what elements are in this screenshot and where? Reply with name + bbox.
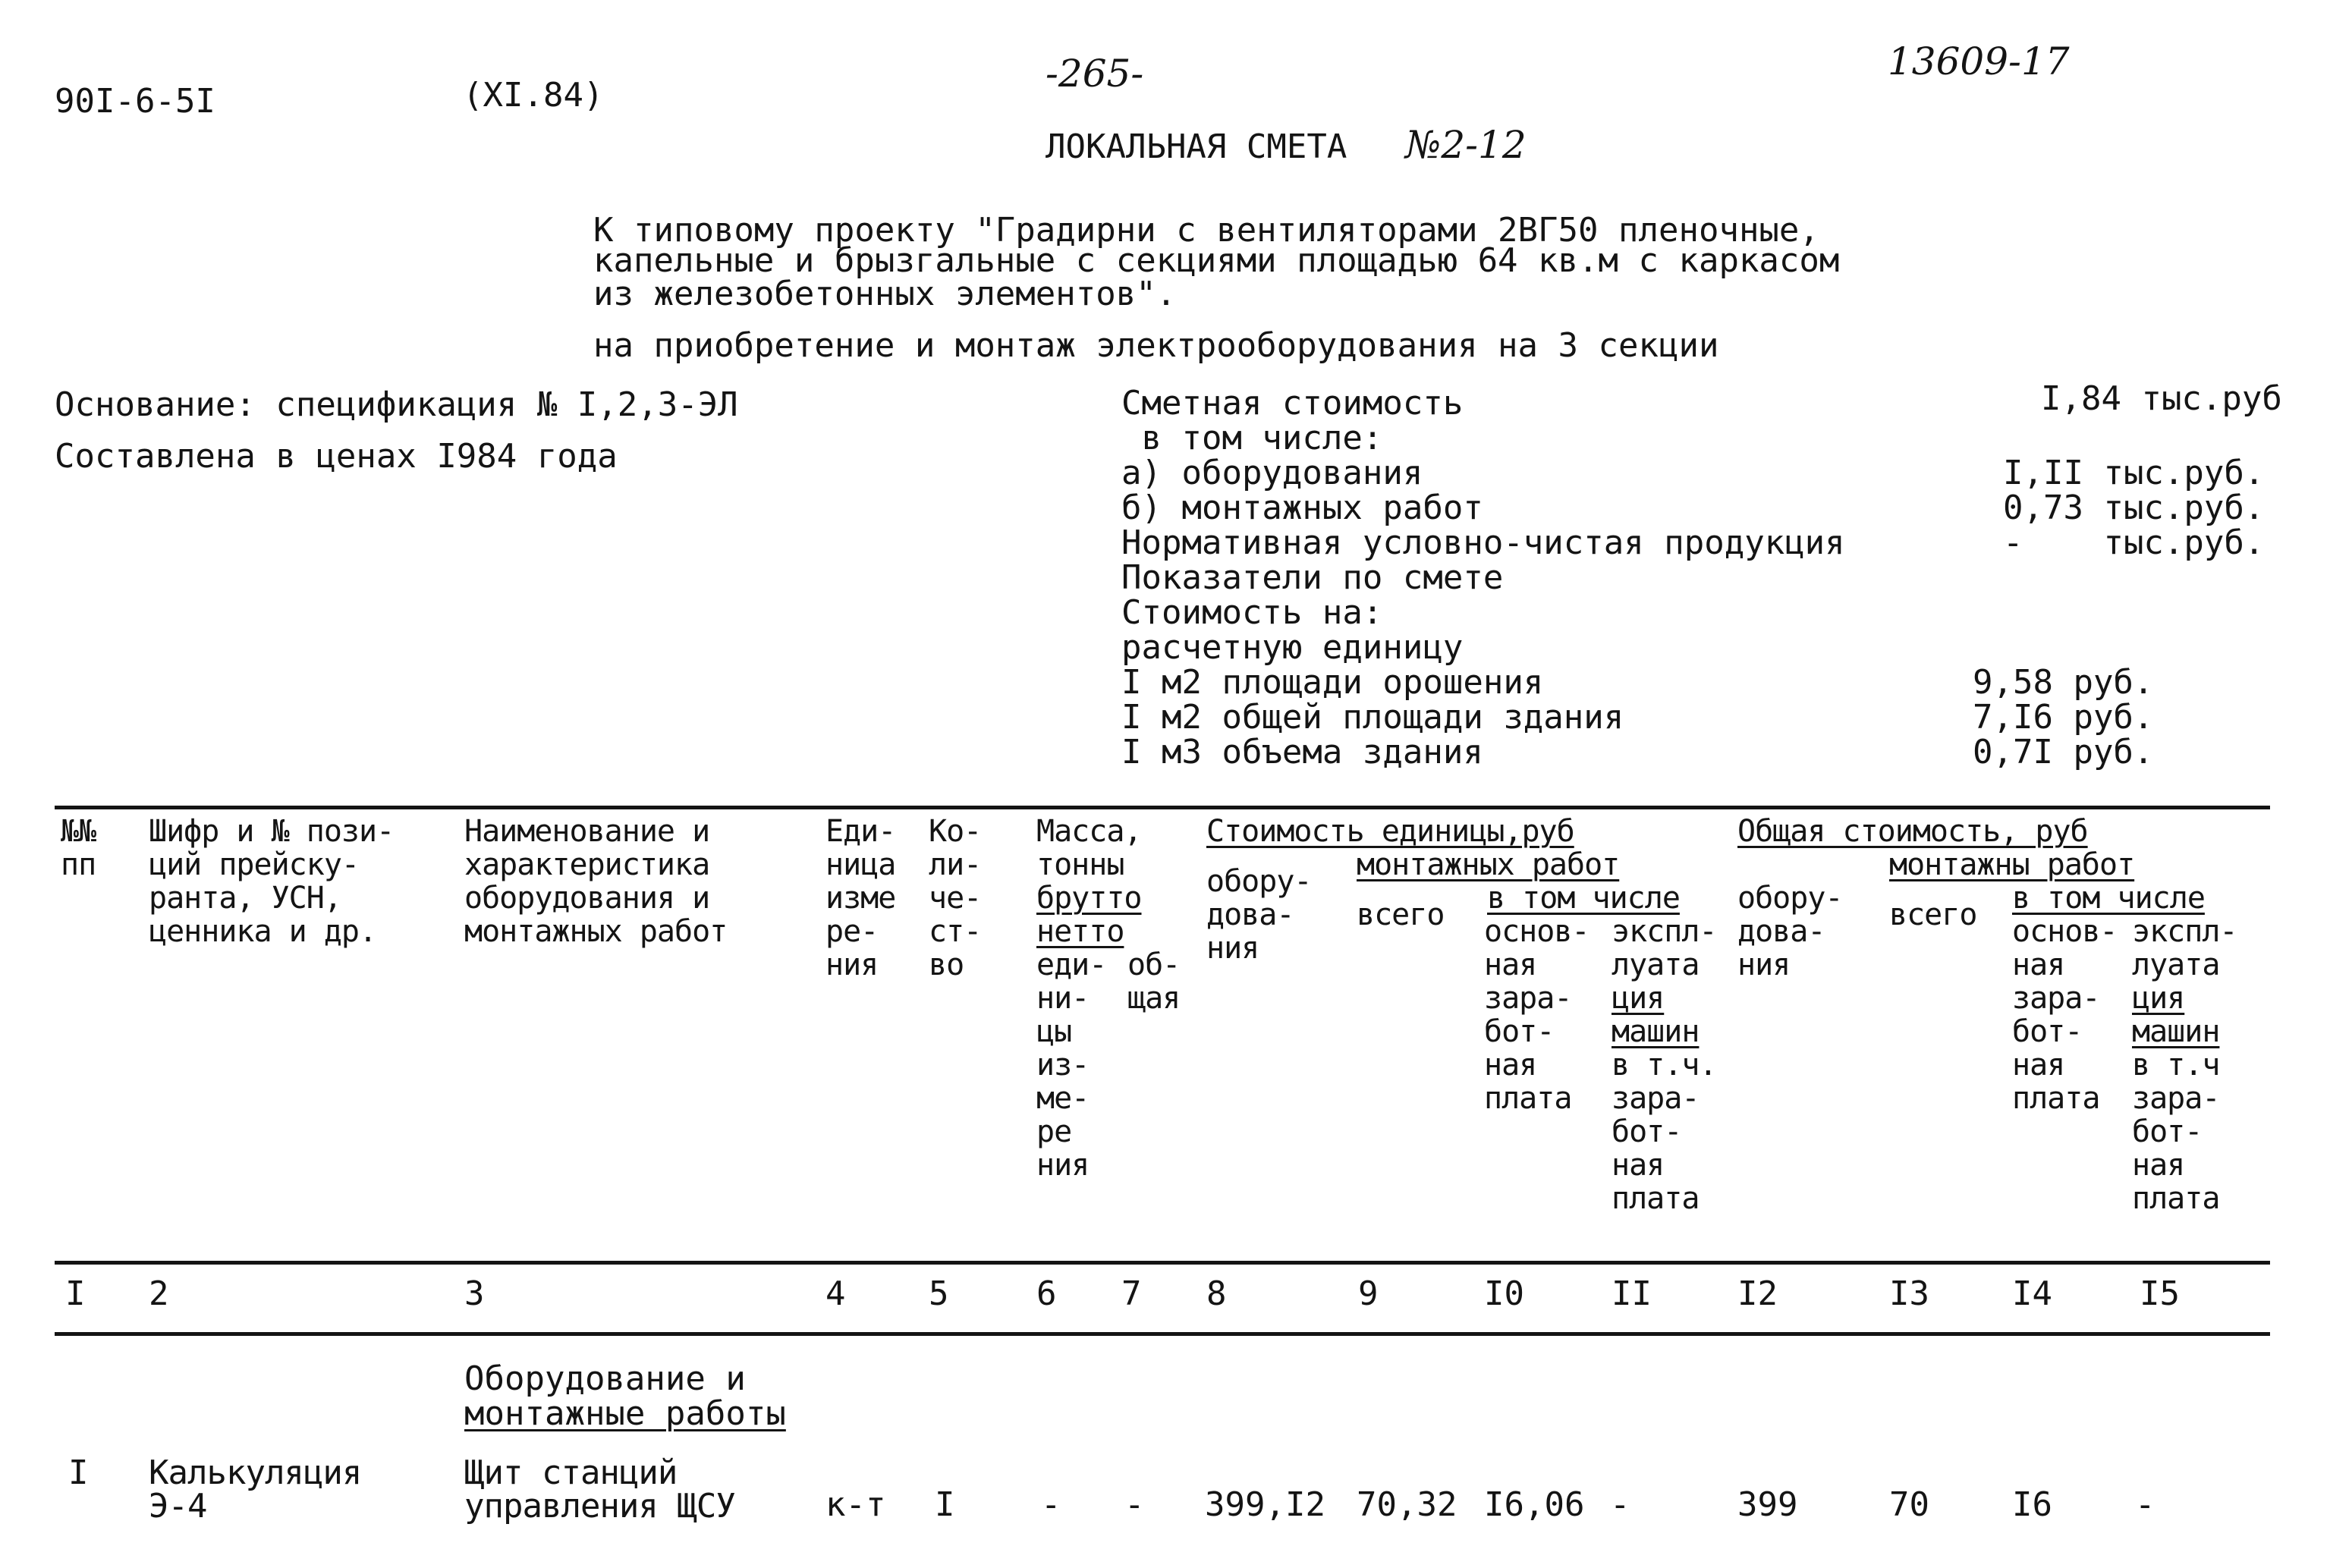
header-mass: Масса, тонны: [1036, 814, 1142, 882]
header-total-mounting: монтажны работ: [1889, 847, 2135, 882]
section-title: Оборудование и: [464, 1359, 746, 1398]
column-number: I4: [2012, 1274, 2052, 1313]
header-name: Наименование и характеристика оборудования и монтажных работ: [464, 814, 728, 949]
header-unit-machines: машин: [1612, 1014, 1700, 1049]
column-number: 5: [929, 1274, 949, 1313]
row-mass-total: -: [1124, 1485, 1145, 1524]
column-number: 3: [464, 1274, 485, 1313]
header-unit-base-wage: основ- ная зара- бот- ная плата: [1484, 914, 1589, 1116]
row-mass-per-unit: -: [1041, 1485, 1061, 1524]
column-number: 2: [149, 1274, 169, 1313]
summary-value: 0,7I руб.: [1973, 733, 2154, 771]
header-unit-machine-ops-2: ция: [1612, 981, 1665, 1016]
header-total-cost: Общая стоимость, руб: [1737, 814, 2088, 849]
row-number: I: [68, 1453, 89, 1492]
header-unit-mounting: монтажных работ: [1357, 847, 1620, 882]
intro-line-2: капельные и брызгальные с секциями площадью 64 кв.м с каркасом: [593, 241, 1840, 280]
intro-line-3: из железобетонных элементов".: [593, 275, 1177, 313]
basis-line-1: Основание: спецификация № I,2,3-ЭЛ: [55, 385, 738, 424]
page-number: -265-: [1046, 52, 1144, 96]
header-unit: Еди- ница изме ре- ния: [825, 814, 896, 982]
document-code: 90I-6-5I: [55, 82, 215, 121]
row-machine-unit-cost: -: [1610, 1485, 1630, 1524]
header-unit-machine-ops: экспл- луата: [1612, 914, 1717, 982]
summary-label: Сметная стоимость: [1121, 384, 1464, 423]
summary-value: I,84 тыс.руб: [2041, 379, 2282, 418]
column-number: I3: [1889, 1274, 1929, 1313]
header-unit-cost: Стоимость единицы,руб: [1206, 814, 1574, 849]
header-price-code: Шифр и № пози- ций прейску- ранта, УСН, ценника и др.: [149, 814, 395, 949]
row-unit: к-т: [825, 1485, 886, 1524]
header-total-machines: машин: [2132, 1014, 2220, 1049]
basis-line-2: Составлена в ценах I984 года: [55, 437, 618, 476]
row-machine-total-cost: -: [2135, 1485, 2155, 1524]
header-total-machine-ops-2: ция: [2132, 981, 2185, 1016]
header-mass-brutto: брутто: [1036, 881, 1142, 916]
header-mass-per-unit: еди- ни- цы из- ме- ре ния: [1036, 947, 1107, 1183]
column-number: I5: [2140, 1274, 2180, 1313]
column-number: I0: [1484, 1274, 1524, 1313]
date-code: (XI.84): [463, 76, 604, 115]
header-unit-equipment: обору- дова- ния: [1206, 864, 1312, 966]
column-number: 6: [1036, 1274, 1057, 1313]
row-mounting-unit-cost: 70,32: [1357, 1485, 1457, 1524]
header-unit-mount-total: всего: [1357, 897, 1445, 932]
column-number: 4: [825, 1274, 846, 1313]
column-number: 8: [1206, 1274, 1227, 1313]
row-wage-unit-cost: I6,06: [1484, 1485, 1585, 1524]
summary-label: б) монтажных работ: [1121, 489, 1483, 527]
row-equipment-total-cost: 399: [1737, 1485, 1798, 1524]
header-total-machine-ops: экспл- луата: [2132, 914, 2237, 982]
summary-value: - тыс.руб.: [2003, 523, 2265, 562]
summary-label: в том числе:: [1121, 419, 1383, 457]
header-total-including: в том числе: [2012, 881, 2205, 916]
header-row-number: №№ пп: [61, 814, 96, 882]
summary-value: 0,73 тыс.руб.: [2003, 489, 2265, 527]
intro-line-4: на приобретение и монтаж электрооборудования на 3 секции: [593, 326, 1719, 365]
header-total-equipment: обору- дова- ния: [1737, 881, 1843, 982]
column-numbers-bottom-rule: [55, 1332, 2270, 1336]
summary-label: а) оборудования: [1121, 454, 1423, 492]
document-title: ЛОКАЛЬНАЯ СМЕТА: [1046, 127, 1347, 166]
row-item-name: Щит станций управления ЩСУ: [464, 1453, 735, 1526]
row-price-code: Калькуляция Э-4: [149, 1453, 362, 1526]
header-total-base-wage: основ- ная зара- бот- ная плата: [2012, 914, 2118, 1116]
header-unit-including: в том числе: [1487, 881, 1680, 916]
section-title-2: монтажные работы: [464, 1394, 786, 1433]
header-total-machine-wage: в т.ч зара- бот- ная плата: [2132, 1048, 2220, 1216]
summary-label: расчетную единицу: [1121, 628, 1464, 667]
header-quantity: Ко- ли- че- ст- во: [929, 814, 982, 982]
column-number: 7: [1121, 1274, 1142, 1313]
handwritten-archive-number: 13609-17: [1888, 39, 2070, 83]
column-number: I: [65, 1274, 86, 1313]
summary-value: 9,58 руб.: [1973, 663, 2154, 702]
summary-value: I,II тыс.руб.: [2003, 454, 2265, 492]
row-wage-total-cost: I6: [2012, 1485, 2052, 1524]
summary-label: Стоимость на:: [1121, 593, 1383, 632]
summary-label: I м2 площади орошения: [1121, 663, 1544, 702]
header-mass-netto: нетто: [1036, 914, 1124, 949]
table-header-bottom-rule: [55, 1261, 2270, 1265]
intro-line-1: К типовому проекту "Градирни с вентиляторами 2ВГ50 пленочные,: [593, 211, 1819, 250]
estimate-number: №2-12: [1405, 123, 1527, 167]
row-equipment-unit-cost: 399,I2: [1205, 1485, 1325, 1524]
header-unit-machine-wage: в т.ч. зара- бот- ная плата: [1612, 1048, 1717, 1216]
summary-label: I м2 общей площади здания: [1121, 698, 1624, 737]
summary-label: I м3 объема здания: [1121, 733, 1483, 771]
table-top-rule: [55, 806, 2270, 809]
summary-label: Показатели по смете: [1121, 558, 1504, 597]
header-total-mount-total: всего: [1889, 897, 1977, 932]
summary-label: Нормативная условно-чистая продукция: [1121, 523, 1845, 562]
summary-value: 7,I6 руб.: [1973, 698, 2154, 737]
row-mounting-total-cost: 70: [1889, 1485, 1929, 1524]
header-mass-total: об- щая: [1127, 947, 1181, 1016]
column-number: 9: [1358, 1274, 1379, 1313]
column-number: II: [1612, 1274, 1652, 1313]
row-quantity: I: [935, 1485, 955, 1524]
column-number: I2: [1737, 1274, 1778, 1313]
